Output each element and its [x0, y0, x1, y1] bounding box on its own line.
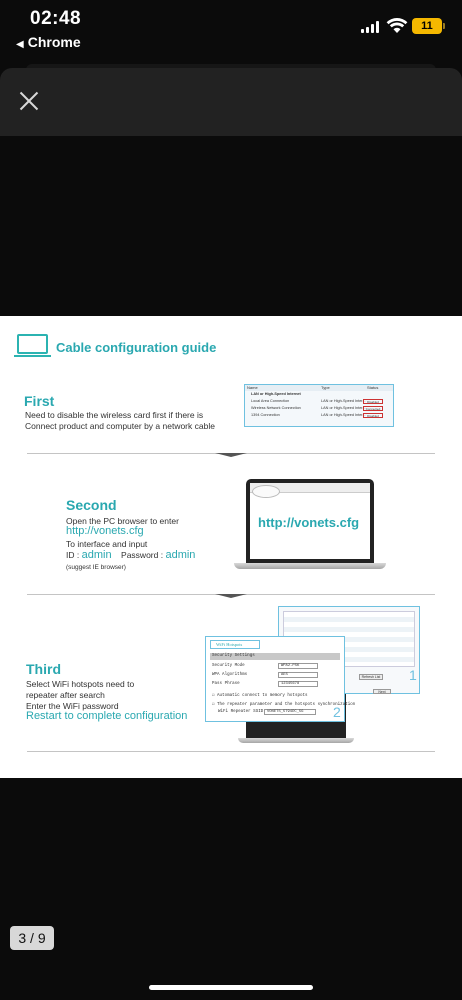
laptop-back-base: [238, 738, 354, 743]
home-indicator[interactable]: [149, 985, 313, 990]
close-icon[interactable]: [18, 90, 40, 112]
step-third-line1: Select WiFi hotspots need to: [26, 679, 135, 689]
divider: [27, 453, 435, 454]
cellular-signal-icon: [361, 20, 379, 33]
repeater-ssid-label: WiFi Repeater SSID: [218, 710, 264, 714]
laptop-browser-illustration: [234, 479, 386, 571]
step-second-line1: Open the PC browser to enter: [66, 516, 179, 526]
divider: [27, 751, 435, 752]
back-app-label: Chrome: [27, 34, 81, 50]
connection-row: 1394 Connection LAN or High-Speed Inter... Disabled: [245, 412, 393, 419]
connection-row: Local Area Connection LAN or High-Speed Inter... Disabled: [245, 398, 393, 405]
divider: [27, 594, 435, 595]
callout-number-1: 1: [409, 667, 417, 683]
step-third-line4: Restart to complete configuration: [26, 710, 188, 722]
sync-checkbox-row: ☑ The repeater parameter and the hotspots synchronization: [212, 703, 356, 707]
status-bar: [0, 0, 462, 62]
status-time: 02:48: [30, 8, 82, 29]
browser-address-circle: [252, 485, 280, 498]
callout-number-2: 2: [333, 704, 341, 720]
step-second-url: http://vonets.cfg: [66, 525, 144, 537]
repeater-ssid-field: VONETS_5794DC_5G: [264, 709, 316, 715]
step-first-line1: Need to disable the wireless card first if there is: [25, 410, 204, 420]
back-triangle-icon: ◀: [16, 39, 24, 50]
wifi-hotspots-tab: WiFi Hotspots: [216, 642, 243, 647]
window-group-label: LAN or High-Speed Internet: [251, 392, 301, 396]
image-counter: 3 / 9: [10, 926, 54, 950]
wifi-icon: [386, 16, 408, 34]
header-name: Name: [247, 385, 258, 390]
wifi-settings-window: [205, 636, 356, 722]
network-connections-window: [244, 384, 394, 427]
step-first-title: First: [24, 393, 55, 409]
step-second-title: Second: [66, 497, 117, 513]
battery-icon: 11: [412, 18, 442, 34]
step-first-line2: Connect product and computer by a network cable: [25, 421, 215, 431]
security-mode-label: Security Mode: [212, 664, 245, 668]
connection-row: Wireless Network Connection LAN or High-Speed Inter... Connected: [245, 405, 393, 412]
guide-title: Cable configuration guide: [56, 340, 217, 355]
header-type: Type: [321, 385, 330, 390]
security-settings-header: Security Settings: [212, 654, 255, 658]
step-third-line2: repeater after search: [26, 690, 105, 700]
next-button: Next: [373, 689, 391, 694]
wpa-algorithms-select: AES: [278, 672, 318, 678]
step-second-credentials: ID : admin Password : admin: [66, 549, 196, 561]
auto-connect-checkbox-row: ☑ Automatic connect to memory hotspots: [212, 694, 308, 698]
product-image-cable-guide: [0, 316, 462, 778]
viewer-header: [0, 68, 462, 136]
step-second-note: (suggest IE browser): [66, 564, 126, 571]
refresh-list-button: Refresh List: [359, 674, 383, 680]
pass-phrase-field: 12345678: [278, 681, 318, 687]
header-status: Status: [367, 385, 379, 390]
step-second-line3: To interface and input: [66, 539, 148, 549]
laptop-outline-icon: [17, 334, 48, 354]
pass-phrase-label: Pass Phrase: [212, 682, 240, 686]
security-mode-select: WPA2-PSK: [278, 663, 318, 669]
browser-screen-url: http://vonets.cfg: [258, 515, 360, 530]
back-to-app-link[interactable]: [16, 34, 81, 50]
step-third-line3: Enter the WiFi password: [26, 701, 119, 711]
step-third-title: Third: [26, 661, 61, 677]
wpa-algorithms-label: WPA Algorithms: [212, 673, 248, 677]
